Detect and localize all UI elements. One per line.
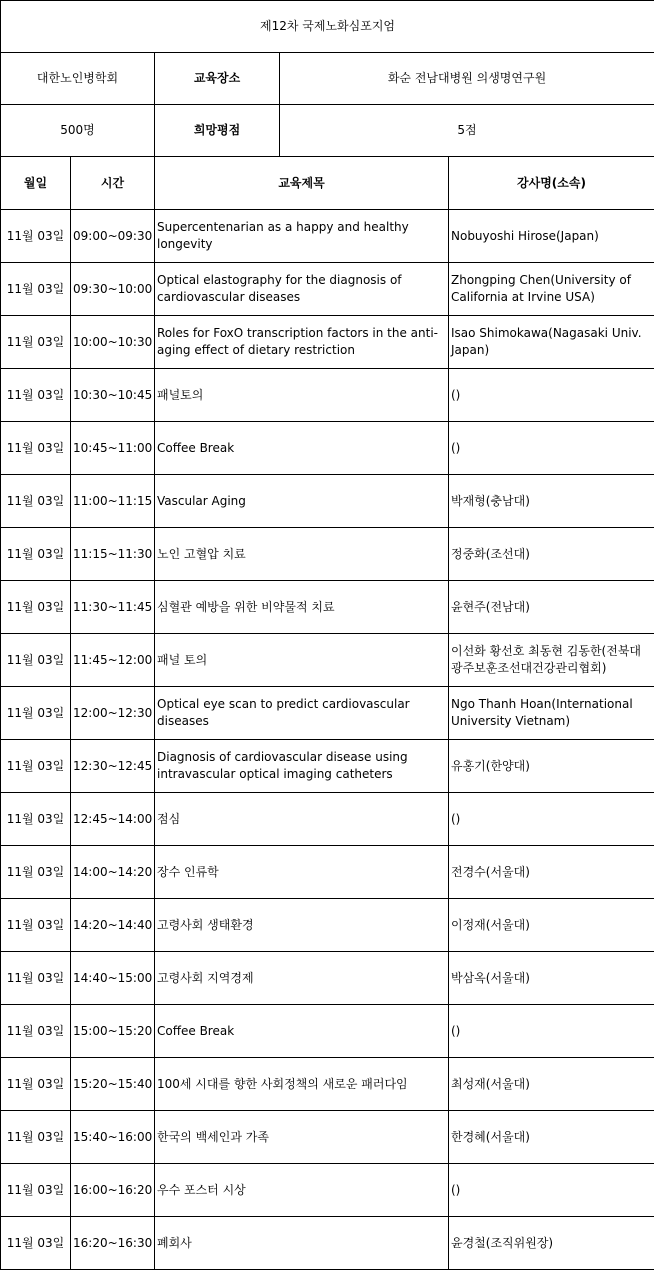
organizer: 대한노인병학회 — [1, 53, 155, 105]
date-cell: 11월 03일 — [1, 1164, 71, 1217]
date-cell: 11월 03일 — [1, 740, 71, 793]
time-cell: 09:30~10:00 — [71, 263, 155, 316]
time-cell: 14:00~14:20 — [71, 846, 155, 899]
subject-cell: Optical eye scan to predict cardiovascular diseases — [155, 687, 449, 740]
subject-cell: Diagnosis of cardiovascular disease using intravascular optical imaging catheters — [155, 740, 449, 793]
time-cell: 11:45~12:00 — [71, 634, 155, 687]
date-cell: 11월 03일 — [1, 210, 71, 263]
subject-cell: 우수 포스터 시상 — [155, 1164, 449, 1217]
speaker-cell: () — [449, 422, 654, 475]
speaker-cell: 박삼옥(서울대) — [449, 952, 654, 1005]
speaker-cell: () — [449, 369, 654, 422]
table-row — [1, 793, 654, 846]
date-cell: 11월 03일 — [1, 316, 71, 369]
subject-cell: Roles for FoxO transcription factors in the anti-aging effect of dietary restriction — [155, 316, 449, 369]
table-row — [1, 1217, 654, 1270]
subject-cell: 심혈관 예방을 위한 비약물적 치료 — [155, 581, 449, 634]
speaker-cell: 박재형(충남대) — [449, 475, 654, 528]
table-row — [1, 1164, 654, 1217]
table-row — [1, 1111, 654, 1164]
info-row-points — [1, 105, 654, 157]
time-cell: 12:30~12:45 — [71, 740, 155, 793]
subject-cell: Coffee Break — [155, 422, 449, 475]
speaker-cell: 정중화(조선대) — [449, 528, 654, 581]
speaker-cell: 윤경철(조직위원장) — [449, 1217, 654, 1270]
table-row — [1, 475, 654, 528]
subject-cell: 한국의 백세인과 가족 — [155, 1111, 449, 1164]
document-title: 제12차 국제노화심포지엄 — [1, 1, 654, 53]
subject-cell: 고령사회 지역경제 — [155, 952, 449, 1005]
subject-cell: 노인 고혈압 치료 — [155, 528, 449, 581]
subject-cell: 점심 — [155, 793, 449, 846]
subject-cell: 장수 인류학 — [155, 846, 449, 899]
table-row — [1, 740, 654, 793]
speaker-cell: () — [449, 1164, 654, 1217]
table-row — [1, 528, 654, 581]
time-cell: 15:20~15:40 — [71, 1058, 155, 1111]
info-row-venue — [1, 53, 654, 105]
subject-cell: Supercentenarian as a happy and healthy longevity — [155, 210, 449, 263]
date-cell: 11월 03일 — [1, 634, 71, 687]
points: 5점 — [280, 105, 654, 157]
speaker-cell: Isao Shimokawa(Nagasaki Univ. Japan) — [449, 316, 654, 369]
attendees: 500명 — [1, 105, 155, 157]
speaker-cell: Ngo Thanh Hoan(International University Vietnam) — [449, 687, 654, 740]
header-speaker: 강사명(소속) — [449, 157, 654, 210]
time-cell: 12:45~14:00 — [71, 793, 155, 846]
subject-cell: Coffee Break — [155, 1005, 449, 1058]
time-cell: 11:15~11:30 — [71, 528, 155, 581]
speaker-cell: 전경수(서울대) — [449, 846, 654, 899]
table-row — [1, 581, 654, 634]
speaker-cell: () — [449, 1005, 654, 1058]
time-cell: 14:20~14:40 — [71, 899, 155, 952]
venue: 화순 전남대병원 의생명연구원 — [280, 53, 654, 105]
date-cell: 11월 03일 — [1, 263, 71, 316]
date-cell: 11월 03일 — [1, 369, 71, 422]
speaker-cell: 이정재(서울대) — [449, 899, 654, 952]
time-cell: 14:40~15:00 — [71, 952, 155, 1005]
header-time: 시간 — [71, 157, 155, 210]
date-cell: 11월 03일 — [1, 1058, 71, 1111]
subject-cell: 패널 토의 — [155, 634, 449, 687]
time-cell: 12:00~12:30 — [71, 687, 155, 740]
table-row — [1, 422, 654, 475]
table-row — [1, 634, 654, 687]
subject-cell: 폐회사 — [155, 1217, 449, 1270]
subject-cell: 패널토의 — [155, 369, 449, 422]
time-cell: 10:00~10:30 — [71, 316, 155, 369]
table-row — [1, 1005, 654, 1058]
date-cell: 11월 03일 — [1, 581, 71, 634]
table-row — [1, 263, 654, 316]
date-cell: 11월 03일 — [1, 793, 71, 846]
header-row — [1, 157, 654, 210]
table-row — [1, 952, 654, 1005]
header-subject: 교육제목 — [155, 157, 449, 210]
date-cell: 11월 03일 — [1, 528, 71, 581]
time-cell: 15:40~16:00 — [71, 1111, 155, 1164]
time-cell: 15:00~15:20 — [71, 1005, 155, 1058]
title-row — [1, 1, 654, 53]
date-cell: 11월 03일 — [1, 422, 71, 475]
table-row — [1, 1058, 654, 1111]
time-cell: 11:30~11:45 — [71, 581, 155, 634]
subject-cell: 100세 시대를 향한 사회정책의 새로운 패러다임 — [155, 1058, 449, 1111]
table-row — [1, 210, 654, 263]
table-row — [1, 369, 654, 422]
date-cell: 11월 03일 — [1, 846, 71, 899]
subject-cell: Vascular Aging — [155, 475, 449, 528]
speaker-cell: () — [449, 793, 654, 846]
date-cell: 11월 03일 — [1, 1111, 71, 1164]
points-label: 희망평점 — [155, 105, 280, 157]
time-cell: 10:30~10:45 — [71, 369, 155, 422]
speaker-cell: Nobuyoshi Hirose(Japan) — [449, 210, 654, 263]
date-cell: 11월 03일 — [1, 952, 71, 1005]
speaker-cell: 이선화 황선호 최동현 김동한(전북대광주보훈조선대건강관리협회) — [449, 634, 654, 687]
speaker-cell: 최성재(서울대) — [449, 1058, 654, 1111]
speaker-cell: 유홍기(한양대) — [449, 740, 654, 793]
date-cell: 11월 03일 — [1, 1005, 71, 1058]
time-cell: 10:45~11:00 — [71, 422, 155, 475]
speaker-cell: Zhongping Chen(University of California at Irvine USA) — [449, 263, 654, 316]
table-row — [1, 316, 654, 369]
date-cell: 11월 03일 — [1, 1217, 71, 1270]
subject-cell: Optical elastography for the diagnosis of cardiovascular diseases — [155, 263, 449, 316]
date-cell: 11월 03일 — [1, 899, 71, 952]
header-date: 월일 — [1, 157, 71, 210]
table-row — [1, 846, 654, 899]
time-cell: 09:00~09:30 — [71, 210, 155, 263]
venue-label: 교육장소 — [155, 53, 280, 105]
speaker-cell: 한경혜(서울대) — [449, 1111, 654, 1164]
time-cell: 16:00~16:20 — [71, 1164, 155, 1217]
date-cell: 11월 03일 — [1, 475, 71, 528]
table-row — [1, 687, 654, 740]
time-cell: 11:00~11:15 — [71, 475, 155, 528]
time-cell: 16:20~16:30 — [71, 1217, 155, 1270]
subject-cell: 고령사회 생태환경 — [155, 899, 449, 952]
date-cell: 11월 03일 — [1, 687, 71, 740]
table-row — [1, 899, 654, 952]
speaker-cell: 윤현주(전남대) — [449, 581, 654, 634]
